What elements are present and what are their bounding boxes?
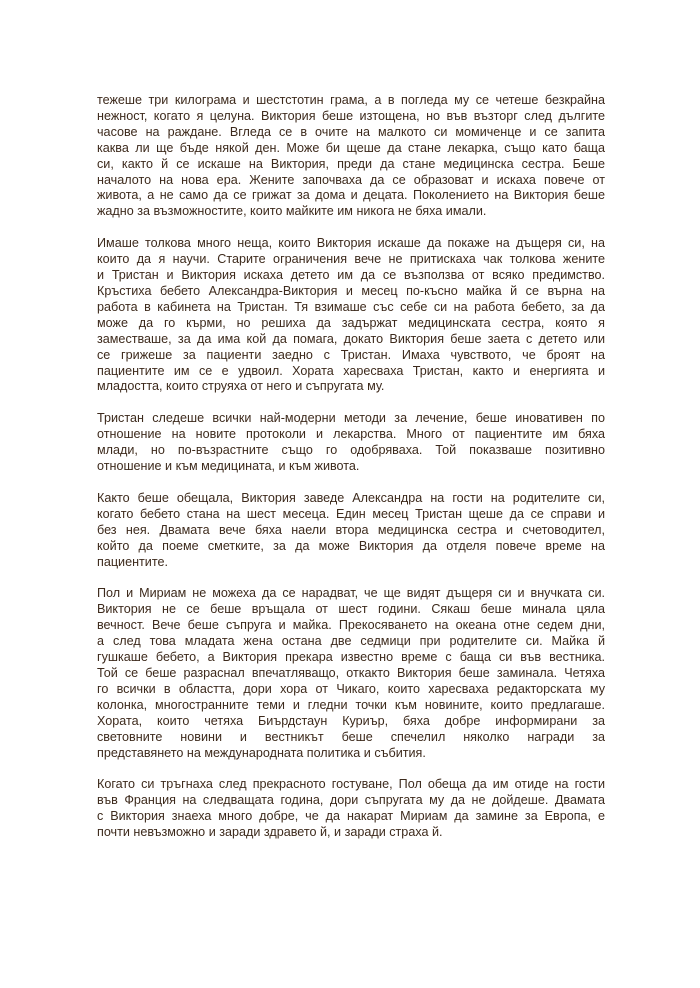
- text-line: началото на нова ера. Жените започваха да се образоват и искаха повече от: [97, 172, 605, 187]
- text-line: жадно за възможностите, които майките им никога не бяха имали.: [97, 204, 487, 219]
- text-line: гушкаше бебето, а Виктория прекара известно време с баща си във вестника.: [97, 650, 605, 665]
- text-line: Както беше обещала, Виктория заведе Александра на гости на родителите си,: [97, 490, 605, 505]
- text-line: часове на раждане. Вгледа се в очите на малкото си момиченце и се запита: [97, 124, 605, 139]
- text-line: тежеше три килограма и шестстотин грама, а в погледа му се четеше безкрайна: [97, 93, 605, 107]
- text-line: Тристан следеше всички най-модерни методи за лечение, беше иновативен по: [97, 411, 605, 426]
- text-line: млади, но по-възрастните също го одобряваха. Той показваше позитивно: [97, 443, 605, 458]
- paragraph: [97, 93, 605, 220]
- text-line: нежност, когато я целуна. Виктория беше изтощена, но във възторг след дългите: [97, 108, 605, 123]
- text-line: се грижеше за пациенти заедно с Тристан. Имаха чувството, че броят на: [97, 347, 605, 362]
- text-line: отношение и към медицината, и към живота.: [97, 459, 360, 474]
- text-line: Виктория не се беше връщала от шест години. Сякаш беше минала цяла: [97, 602, 605, 617]
- text-line: младостта, които струяха от него и съпругата му.: [97, 379, 385, 394]
- text-line: с Виктория знаеха много добре, че да накарат Мириам да замине за Европа, е: [97, 809, 605, 824]
- body-text: [97, 93, 605, 857]
- text-line: живота, а не само да се грижат за дома и децата. Поколението на Виктория беше: [97, 188, 605, 203]
- text-line: Имаше толкова много неща, които Виктория искаше да покаже на дъщеря си, на: [97, 236, 605, 251]
- text-line: може да го кърми, но решиха да задържат медицинската сестра, която я: [97, 315, 605, 330]
- text-line: Той се беше разраснал впечатляващо, откакто Виктория беше заминала. Четяха: [97, 666, 605, 680]
- text-line: го всички в областта, дори хора от Чикаго, които харесваха редакторската му: [97, 681, 605, 696]
- text-line: когато бебето стана на шест месеца. Един месец Тристан щеше да се справи и: [97, 506, 605, 521]
- text-line: си, както й се искаше на Виктория, преди да стане медицинска сестра. Беше: [97, 156, 605, 171]
- paragraph: [97, 236, 605, 395]
- text-line: каква ли ще бъде някой ден. Може би щеше да стане лекарка, също като баща: [97, 140, 605, 155]
- paragraph: [97, 586, 605, 761]
- text-line: и Тристан и Виктория искаха детето им да се възползва от всяко предимство.: [97, 268, 605, 283]
- text-line: а след това младата жена остана две седмици при родителите си. Майка й: [97, 634, 605, 649]
- text-line: почти невъзможно и заради здравето й, и заради страха й.: [97, 825, 443, 840]
- text-line: заместваше, за да има кой да помага, докато Виктория беше заета с детето или: [97, 331, 605, 346]
- text-line: който да поеме сметките, за да може Виктория да отделя повече време на: [97, 538, 605, 553]
- text-line: работа в кабинета на Тристан. Тя взимаше със себе си на работа бебето, за да: [97, 299, 605, 314]
- paragraph: [97, 491, 605, 571]
- text-line: във Франция на следващата година, дори съпругата му да не дойдеше. Двамата: [97, 793, 605, 808]
- text-line: Кръстиха бебето Александра-Виктория и месец по-късно майка й се върна на: [97, 283, 605, 298]
- text-line: които да я научи. Старите ограничения вече не притискаха чак толкова жените: [97, 252, 605, 267]
- text-line: Пол и Мириам не можеха да се нарадват, че ще видят дъщеря си и внучката си.: [97, 586, 605, 601]
- text-line: Хората, които четяха Биърдстаун Куриър, бяха добре информирани за: [97, 713, 605, 728]
- text-line: пациентите.: [97, 554, 168, 569]
- text-line: представянето на международната политика и събития.: [97, 745, 426, 760]
- paragraph: [97, 777, 605, 841]
- text-line: световните новини и вестникът беше спечелил няколко награди за: [97, 729, 605, 744]
- paragraph: [97, 411, 605, 475]
- text-line: пациентите им се е удвоил. Хората харесваха Тристан, както и енергията и: [97, 363, 605, 378]
- text-line: вечност. Вече беше съпруга и майка. Прекосяването на океана отне седем дни,: [97, 618, 605, 633]
- text-line: колонка, многостранните теми и гледни точки към новините, които предлагаше.: [97, 697, 605, 712]
- text-line: без нея. Двамата вече бяха наели втора медицинска сестра и счетоводител,: [97, 522, 605, 537]
- text-line: отношение на новите протоколи и лекарства. Много от пациентите им бяха: [97, 427, 605, 442]
- text-line: Когато си тръгнаха след прекрасното гостуване, Пол обеща да им отиде на гости: [97, 777, 605, 792]
